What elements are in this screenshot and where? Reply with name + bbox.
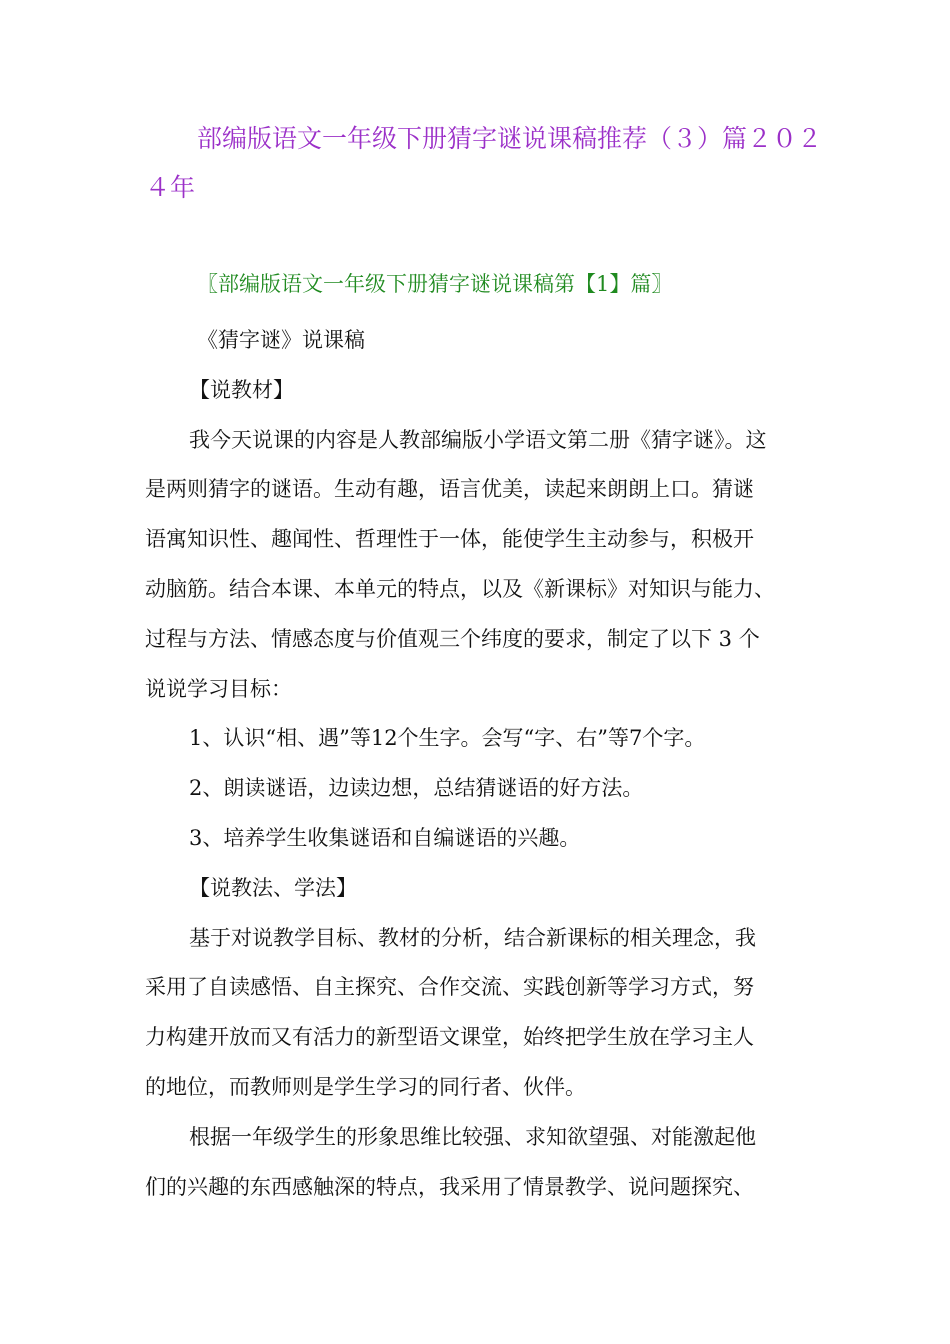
doc-title: 《猜字谜》说课稿 <box>197 328 365 352</box>
text-line: 说说学习目标： <box>145 676 292 701</box>
document-body <box>145 316 835 1212</box>
goal-item: 3、培养学生收集谜语和自编谜语的兴趣。 <box>189 825 581 850</box>
paragraph-approach <box>145 1113 835 1213</box>
text-line: 们的兴趣的东西感触深的特点，我采用了情景教学、说问题探究、 <box>145 1174 754 1199</box>
text-line: 我今天说课的内容是人教部编版小学语文第二册《猜字谜》。这 <box>189 427 767 452</box>
text-line: 的地位，而教师则是学生学习的同行者、伙伴。 <box>145 1074 586 1099</box>
text-line: 力构建开放而又有活力的新型语文课堂，始终把学生放在学习主人 <box>145 1025 754 1050</box>
heading-teaching-material: 【说教材】 <box>189 377 294 402</box>
paragraph-method <box>145 914 835 1113</box>
text-line: 是两则猜字的谜语。生动有趣，语言优美，读起来朗朗上口。猜谜 <box>145 477 754 502</box>
document-title: 部编版语文一年级下册猜字谜说课稿推荐（３）篇２０２４年 <box>145 124 823 202</box>
text-line: 语寓知识性、趣闻性、哲理性于一体，能使学生主动参与，积极开 <box>145 527 754 552</box>
goal-item: 1、认识“相、遇”等12个生字。会写“字、右”等7个字。 <box>189 726 706 751</box>
text-line: 过程与方法、情感态度与价值观三个纬度的要求，制定了以下 3 个 <box>145 626 760 651</box>
text-line: 根据一年级学生的形象思维比较强、求知欲望强、对能激起他 <box>189 1124 756 1149</box>
text-line: 采用了自读感悟、自主探究、合作交流、实践创新等学习方式，努 <box>145 975 754 1000</box>
text-line: 基于对说教学目标、教材的分析，结合新课标的相关理念，我 <box>189 925 756 950</box>
goal-item: 2、朗读谜语，边读边想，总结猜谜语的好方法。 <box>189 776 644 801</box>
section-heading: 〖部编版语文一年级下册猜字谜说课稿第【1】篇〗 <box>197 272 673 296</box>
text-line: 动脑筋。结合本课、本单元的特点，以及《新课标》对知识与能力、 <box>145 576 775 601</box>
heading-teaching-method: 【说教法、学法】 <box>189 875 357 900</box>
paragraph-material <box>145 416 835 715</box>
